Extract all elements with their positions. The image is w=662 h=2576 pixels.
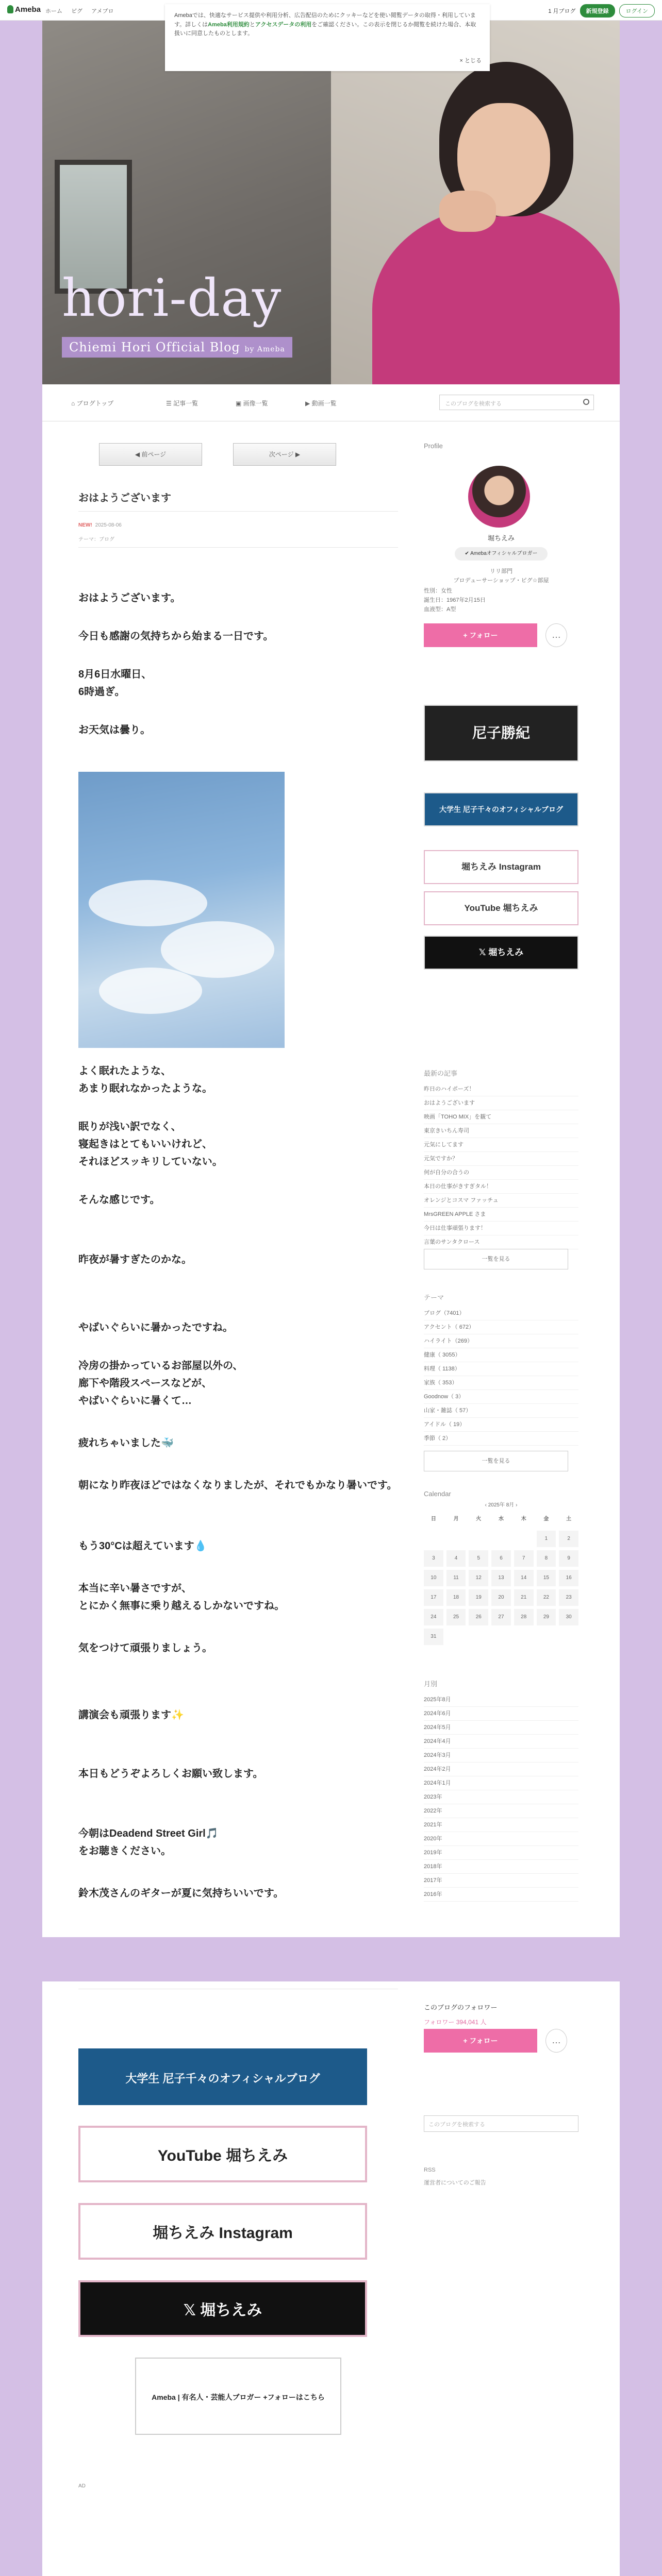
nav-video-list-label: 動画一覧 — [311, 400, 337, 407]
calendar-date[interactable]: 12 — [469, 1570, 488, 1586]
calendar-weekday: 月 — [453, 1516, 459, 1522]
ameba-logo-icon — [7, 5, 13, 13]
post-paragraph: 眠りが浅い訳でなく、 寝起きはとてもいいけれど、 それほどスッキリしていない。 — [78, 1121, 223, 1167]
recent-item[interactable]: おはようございます — [424, 1096, 578, 1110]
calendar-date — [446, 1531, 466, 1547]
report-operator-link[interactable]: 運営者についてのご報告 — [424, 2180, 486, 2186]
archive-item[interactable]: 2024年5月 — [424, 1721, 578, 1735]
calendar-date[interactable]: 28 — [514, 1609, 534, 1625]
calendar-date — [469, 1531, 488, 1547]
calendar-weekday: 火 — [476, 1516, 482, 1522]
calendar-date[interactable]: 18 — [446, 1589, 466, 1606]
theme-item[interactable]: アクセント（ 672） — [424, 1320, 578, 1334]
profile-info: プロデューサーショップ・ピグ☆部屋 — [453, 578, 549, 584]
recent-item[interactable]: 東京きいちん寿司 — [424, 1124, 578, 1138]
followers-count: フォロワー 394,041 人 — [424, 2019, 487, 2026]
post-paragraph: おはようございます。 — [78, 592, 181, 604]
calendar-month-label: 2025年 8月 — [488, 1502, 515, 1508]
archive-item[interactable]: 2017年 — [424, 1874, 578, 1888]
calendar-date[interactable]: 2 — [559, 1531, 578, 1547]
calendar-weekday: 日 — [431, 1516, 436, 1522]
archive-item[interactable]: 2020年 — [424, 1832, 578, 1846]
calendar-date[interactable]: 26 — [469, 1609, 488, 1625]
post-paragraph: 冷房の掛かっているお部屋以外の、 廊下や階段スペースなどが、 やばいぐらいに暑くて… — [78, 1360, 243, 1406]
recent-item[interactable]: MrsGREEN APPLE さま — [424, 1208, 578, 1222]
calendar-date[interactable]: 31 — [424, 1629, 443, 1645]
theme-item[interactable]: Goodnow（ 3） — [424, 1390, 578, 1404]
archive-item[interactable]: 2023年 — [424, 1790, 578, 1804]
divider — [78, 511, 398, 512]
archive-heading: 月別 — [424, 1680, 438, 1688]
more-button[interactable]: … — [545, 623, 567, 647]
calendar-date[interactable]: 25 — [446, 1609, 466, 1625]
instagram-banner[interactable]: 堀ちえみ Instagram — [424, 850, 578, 884]
calendar-date[interactable]: 3 — [424, 1550, 443, 1567]
access-data-link[interactable]: アクセスデータの利用 — [255, 21, 312, 28]
calendar-date[interactable]: 11 — [446, 1570, 466, 1586]
calendar-grid — [424, 1511, 578, 1645]
archive-item[interactable]: 2024年2月 — [424, 1762, 578, 1776]
calendar-date[interactable]: 22 — [537, 1589, 556, 1606]
notice-text: Amebaでは、快適なサービス提供や利用分析、広告配信のためにクッキーなどを使い閲覧データの取得・利用しています。詳しくは — [174, 12, 476, 28]
nav-image-list[interactable]: ▣ 画像一覧 — [236, 400, 268, 407]
recent-item[interactable]: 映画「TOHO MIX」を観て — [424, 1110, 578, 1124]
content-panel — [42, 421, 620, 1937]
university-blog-banner[interactable]: 大学生 尼子千々のオフィシャルブログ — [424, 792, 578, 826]
nav-home[interactable]: ホーム — [45, 8, 62, 14]
archive-item[interactable]: 2024年6月 — [424, 1707, 578, 1721]
nav-image-list-label: 画像一覧 — [243, 400, 268, 407]
top-right — [548, 4, 655, 18]
recent-item[interactable]: 元気ですか？ — [424, 1152, 578, 1166]
calendar-date[interactable]: 30 — [559, 1609, 578, 1625]
calendar-weekday: 水 — [498, 1516, 504, 1522]
nav-blog-top[interactable]: ⌂ ブログトップ — [71, 400, 114, 407]
archive-list — [424, 1693, 578, 1902]
calendar-date[interactable]: 15 — [537, 1570, 556, 1586]
post-paragraph: やばいぐらいに暑かったですね。 — [78, 1322, 233, 1333]
more-button[interactable]: … — [545, 2029, 567, 2053]
post-meta — [78, 522, 122, 528]
notice-and: と — [249, 21, 255, 28]
post-paragraph: 鈴木茂さんのギターが夏に気持ちいいです。 — [78, 1888, 284, 1899]
post-date: 2025-08-06 — [95, 522, 122, 528]
calendar-date[interactable]: 4 — [446, 1550, 466, 1567]
calendar-date — [491, 1531, 511, 1547]
calendar-date[interactable]: 21 — [514, 1589, 534, 1606]
nav-blog-top-label: ブログトップ — [76, 400, 114, 407]
post-paragraph: そんな感じです。 — [78, 1194, 160, 1206]
post-paragraph: 気をつけて頑張りましょう。 — [78, 1642, 212, 1654]
university-blog-banner[interactable]: 大学生 尼子千々のオフィシャルブログ — [78, 2048, 367, 2105]
calendar-date[interactable]: 29 — [537, 1609, 556, 1625]
recent-item[interactable]: 言葉のサンタクロース — [424, 1235, 578, 1249]
post-paragraph: 本当に辛い暑さですが、 とにかく無事に乗り越えるしかないですね。 — [78, 1583, 285, 1612]
next-label: 次ページ — [269, 451, 294, 458]
search-icon[interactable] — [583, 399, 589, 405]
write-blog-link[interactable]: 1 月ブログ — [548, 8, 576, 14]
post-theme[interactable]: テーマ：ブログ — [78, 537, 114, 543]
post-photo-sky[interactable] — [78, 772, 285, 1048]
calendar-date[interactable]: 14 — [514, 1570, 534, 1586]
calendar-month: ‹ 2025年 8月 › — [485, 1502, 518, 1508]
post-paragraph: もう30°Cは超えています💧 — [78, 1540, 207, 1552]
blog-nav — [42, 384, 620, 421]
register-button[interactable]: 新規登録 — [580, 4, 615, 18]
post-paragraph: お天気は曇り。 — [78, 724, 151, 736]
ameba-follow-banner[interactable]: Ameba | 有名人・芸能人ブロガー +フォローはこちら — [135, 2358, 341, 2435]
header-portrait-hand — [439, 191, 496, 232]
recent-item[interactable]: オレンジとコスマ ファッチュ — [424, 1194, 578, 1208]
divider — [78, 547, 398, 548]
post-paragraph: 今朝はDeadend Street Girl🎵 をお聴きください。 — [78, 1828, 219, 1857]
theme-item[interactable]: 季節（ 2） — [424, 1432, 578, 1446]
archive-item[interactable]: 2018年 — [424, 1860, 578, 1874]
post-paragraph: 昨夜が暑すぎたのかな。 — [78, 1254, 192, 1265]
calendar-date — [424, 1531, 443, 1547]
post-paragraph: 本日もどうぞよろしくお願い致します。 — [78, 1768, 263, 1780]
calendar-date[interactable]: 24 — [424, 1609, 443, 1625]
search-placeholder: このブログを検索する — [445, 401, 502, 407]
theme-item[interactable]: 健康（ 3055） — [424, 1348, 578, 1362]
amago-banner[interactable]: 尼子勝紀 — [424, 705, 578, 761]
calendar-date[interactable]: 5 — [469, 1550, 488, 1567]
calendar-weekday: 土 — [566, 1516, 572, 1522]
calendar-date[interactable]: 10 — [424, 1570, 443, 1586]
nav-article-list-label: 記事一覧 — [173, 400, 198, 407]
archive-item[interactable]: 2019年 — [424, 1846, 578, 1860]
calendar-date[interactable]: 6 — [491, 1550, 511, 1567]
calendar-date[interactable]: 1 — [537, 1531, 556, 1547]
post-paragraph: 朝になり昨夜ほどではなくなりましたが、それでもかなり暑いです。 — [78, 1480, 398, 1491]
theme-item[interactable]: ハイライト（269） — [424, 1334, 578, 1348]
subtitle-text: Chiemi Hori Official Blog — [69, 340, 240, 354]
theme-item[interactable]: 山家・雑誌（ 57） — [424, 1404, 578, 1418]
calendar-date[interactable]: 16 — [559, 1570, 578, 1586]
recent-heading: 最新の記事 — [424, 1070, 458, 1077]
calendar-date[interactable]: 9 — [559, 1550, 578, 1567]
official-blogger-badge: ✔ Amebaオフィシャルブロガー — [455, 547, 548, 561]
calendar-date[interactable]: 20 — [491, 1589, 511, 1606]
calendar-date[interactable]: 23 — [559, 1589, 578, 1606]
calendar-date[interactable]: 27 — [491, 1609, 511, 1625]
recent-item[interactable]: 元気にしてます — [424, 1138, 578, 1152]
youtube-banner[interactable]: YouTube 堀ちえみ — [424, 891, 578, 925]
powered-by: by Ameba — [244, 345, 285, 353]
profile-info: 性別：女性 — [424, 588, 452, 594]
x-banner[interactable]: 𝕏 堀ちえみ — [78, 2280, 367, 2337]
calendar-heading: Calendar — [424, 1490, 451, 1498]
calendar-date[interactable]: 17 — [424, 1589, 443, 1606]
recent-more-button[interactable]: 一覧を見る — [424, 1249, 568, 1269]
youtube-banner[interactable]: YouTube 堀ちえみ — [78, 2126, 367, 2182]
prev-page-button[interactable]: ◀ 前ページ — [99, 443, 202, 466]
top-nav — [45, 7, 121, 15]
post-title[interactable]: おはようございます — [78, 493, 171, 504]
calendar-date[interactable]: 13 — [491, 1570, 511, 1586]
post-paragraph: 今日も感謝の気持ちから始まる一日です。 — [78, 631, 274, 642]
follow-button[interactable]: + フォロー — [424, 623, 537, 647]
archive-item[interactable]: 2021年 — [424, 1818, 578, 1832]
theme-item[interactable]: 家族（ 353） — [424, 1376, 578, 1390]
cookie-notice — [165, 4, 490, 71]
post-paragraph: よく眠れたような、 あまり眠れなかったような。 — [78, 1065, 212, 1094]
theme-list — [424, 1307, 578, 1446]
nav-pigg[interactable]: ピグ — [71, 8, 83, 14]
post-paragraph: 8月6日水曜日、 6時過ぎ。 — [78, 669, 152, 698]
recent-list — [424, 1082, 578, 1249]
calendar-date[interactable]: 8 — [537, 1550, 556, 1567]
theme-heading: テーマ — [424, 1294, 444, 1301]
calendar-weekday: 金 — [543, 1516, 549, 1522]
calendar-date[interactable]: 7 — [514, 1550, 534, 1567]
follow-button[interactable]: + フォロー — [424, 2029, 537, 2053]
instagram-banner[interactable]: 堀ちえみ Instagram — [78, 2203, 367, 2260]
recent-item[interactable]: 本日の仕事がきすぎタル！ — [424, 1180, 578, 1194]
recent-item[interactable]: 今日は仕事頑張ります！ — [424, 1222, 578, 1235]
theme-more-button[interactable]: 一覧を見る — [424, 1451, 568, 1471]
profile-heading: Profile — [424, 442, 443, 450]
calendar-weekday: 木 — [521, 1516, 526, 1522]
blog-search-input[interactable] — [439, 395, 594, 410]
archive-item[interactable]: 2022年 — [424, 1804, 578, 1818]
cloud-shape — [89, 880, 207, 926]
cloud-shape — [99, 968, 202, 1014]
calendar-date — [514, 1531, 534, 1547]
logo-text: Ameba — [15, 5, 41, 14]
archive-item[interactable]: 2024年1月 — [424, 1776, 578, 1790]
blog-title[interactable]: hori-day — [62, 268, 282, 328]
archive-item[interactable]: 2024年4月 — [424, 1735, 578, 1749]
post-paragraph: 講演会も頑張ります✨ — [78, 1709, 184, 1721]
theme-item[interactable]: アイドル（ 19） — [424, 1418, 578, 1432]
blog-subtitle — [62, 337, 292, 358]
profile-avatar[interactable] — [468, 466, 530, 528]
notice-close-button[interactable]: × とじる — [459, 58, 482, 64]
theme-item[interactable]: 料理（ 1138） — [424, 1362, 578, 1376]
prev-label: 前ページ — [141, 451, 167, 458]
profile-name[interactable]: 堀ちえみ — [487, 534, 515, 542]
ameba-logo[interactable] — [7, 5, 41, 14]
notice-tail: をご確認ください。この表示を閉じるか閲覧を続けた場合、本取扱いに同意したものとします。 — [174, 21, 476, 37]
terms-link[interactable]: Ameba利用規約 — [208, 21, 250, 28]
ad-label: AD — [78, 2483, 86, 2489]
recent-item[interactable]: 昨日のハイポーズ！ — [424, 1082, 578, 1096]
new-badge: NEW! — [78, 522, 92, 528]
profile-info: 誕生日：1967年2月15日 — [424, 597, 486, 603]
nav-ameblo[interactable]: アメブロ — [91, 8, 114, 14]
x-banner[interactable]: 𝕏 堀ちえみ — [424, 936, 578, 970]
followers-heading: このブログのフォロワー — [424, 2004, 498, 2011]
nav-video-list[interactable]: ▶ 動画一覧 — [305, 400, 337, 407]
blog-search-input[interactable]: このブログを検索する — [424, 2115, 578, 2132]
calendar — [424, 1500, 578, 1645]
archive-item[interactable]: 2024年3月 — [424, 1749, 578, 1762]
login-button[interactable]: ログイン — [619, 4, 655, 18]
rss-link[interactable]: RSS — [424, 2167, 436, 2173]
archive-item[interactable]: 2025年8月 — [424, 1693, 578, 1707]
profile-info: 血液型：A型 — [424, 606, 456, 613]
nav-article-list[interactable]: ☰ 記事一覧 — [166, 400, 198, 407]
profile-info: リリ部門 — [490, 568, 512, 574]
next-page-button[interactable]: 次ページ ▶ — [233, 443, 336, 466]
theme-item[interactable]: ブログ（7401） — [424, 1307, 578, 1320]
calendar-date[interactable]: 19 — [469, 1589, 488, 1606]
blog-header — [42, 21, 620, 384]
cloud-shape — [161, 921, 274, 978]
post-paragraph: 疲れちゃいました🐳 — [78, 1437, 174, 1449]
archive-item[interactable]: 2016年 — [424, 1888, 578, 1902]
content-panel-lower — [42, 1981, 620, 2576]
recent-item[interactable]: 何が自分の合うの — [424, 1166, 578, 1180]
